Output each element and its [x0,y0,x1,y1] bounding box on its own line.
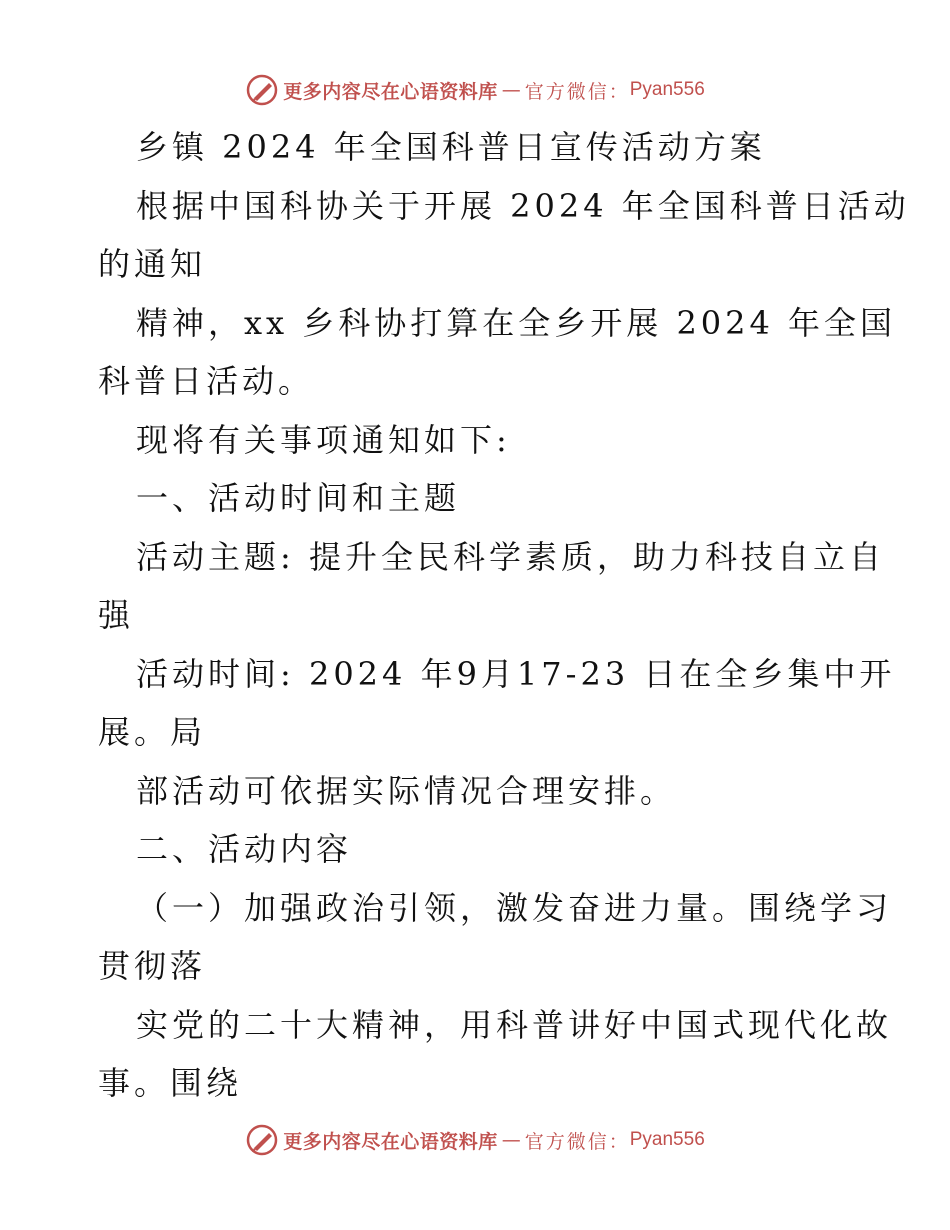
document-line: 一、活动时间和主题 [136,479,461,517]
pen-logo-icon [245,73,279,107]
watermark-footer [0,1120,950,1160]
document-line: 精神，xx 乡科协打算在全乡开展 2024 年全国 [136,303,897,342]
watermark-header [0,70,950,110]
watermark-label: 官方微信： [524,80,630,103]
watermark-main-text: 更多内容尽在心语资料库 [283,1130,498,1153]
watermark-separator: — [501,1129,521,1151]
document-line: 二、活动内容 [136,830,353,868]
document-line: 现将有关事项通知如下: [136,420,511,459]
document-line: （一）加强政治引领，激发奋进力量。围绕学习 [136,888,893,927]
watermark-separator: — [501,79,521,101]
document-line: 强 [98,596,135,634]
document-line: 活动时间: 2024 年9月17-23 日在全乡集中开 [136,654,896,693]
document-line: 乡镇 2024 年全国科普日宣传活动方案 [136,128,766,166]
document-line: 实党的二十大精神，用科普讲好中国式现代化故 [136,1005,893,1044]
watermark-main-text: 更多内容尽在心语资料库 [283,80,498,103]
document-line: 的通知 [98,245,207,283]
document-line: 贯彻落 [98,947,207,985]
watermark-id: Pyan556 [629,1129,705,1150]
document-line: 根据中国科协关于开展 2024 年全国科普日活动 [136,186,910,225]
document-body [98,118,910,1113]
pen-logo-icon [245,1123,279,1157]
document-line: 展。局 [98,713,207,751]
document-line: 事。围绕 [98,1064,243,1102]
watermark-label: 官方微信： [524,1130,630,1153]
watermark-id: Pyan556 [629,79,705,100]
document-line: 部活动可依据实际情况合理安排。 [136,771,677,810]
document-line: 活动主题: 提升全民科学素质，助力科技自立自 [136,537,885,576]
document-line: 科普日活动。 [98,362,315,400]
